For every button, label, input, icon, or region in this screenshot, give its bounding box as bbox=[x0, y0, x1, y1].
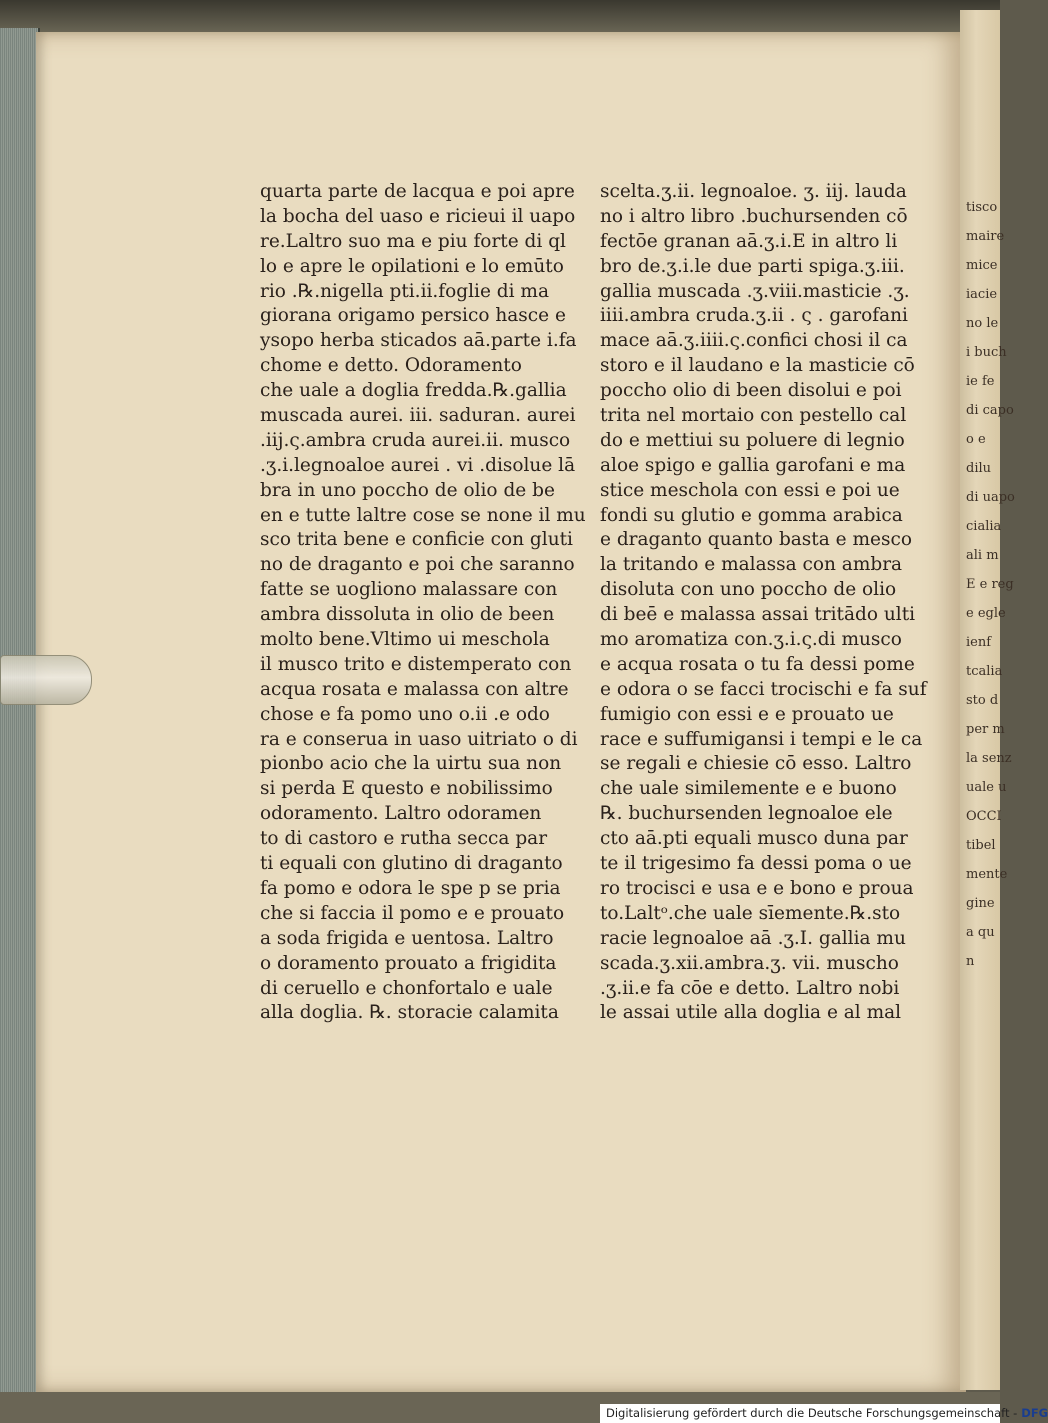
next-page-fragment: mice bbox=[966, 258, 998, 273]
next-page-fragment: a qu bbox=[966, 925, 995, 940]
next-page-fragment: di uapo bbox=[966, 490, 1015, 505]
footer-credit bbox=[600, 1404, 1048, 1423]
next-page-fragment: E e reg bbox=[966, 577, 1014, 592]
next-page-fragment: ie fe bbox=[966, 374, 995, 389]
book-page-edges bbox=[0, 28, 40, 1403]
text-line: mace aā.ʒ.iiii.ς.confici chosi il ca bbox=[600, 330, 908, 352]
text-line: fatte se uogliono malassare con bbox=[260, 579, 558, 601]
text-line: race e suffumigansi i tempi e le ca bbox=[600, 728, 923, 750]
text-line: racie legnoaloe aā .ʒ.I. gallia mu bbox=[600, 927, 906, 949]
text-line: .ʒ.i.legnoaloe aurei . vi .disolue lā bbox=[260, 454, 576, 476]
text-line: disoluta con uno poccho de olio bbox=[600, 579, 897, 601]
text-line: rio .℞.nigella pti.ii.foglie di ma bbox=[260, 280, 549, 302]
text-line: ti equali con glutino di draganto bbox=[260, 853, 563, 875]
next-page-fragment: uale u bbox=[966, 780, 1007, 795]
next-page-edge bbox=[960, 10, 1015, 1390]
text-line: re.Laltro suo ma e piu forte di ql bbox=[260, 230, 566, 252]
text-line: chose e fa pomo uno o.ii .e odo bbox=[260, 703, 550, 725]
next-page-fragment: ali m bbox=[966, 548, 999, 563]
text-line: .ʒ.ii.e fa cōe e detto. Laltro nobi bbox=[600, 977, 900, 999]
text-line: il musco trito e distemperato con bbox=[260, 653, 572, 675]
text-line: la bocha del uaso e ricieui il uapo bbox=[260, 205, 576, 227]
next-page-fragment: sto d bbox=[966, 693, 999, 708]
page-clip bbox=[0, 655, 92, 705]
next-page-fragment: maire bbox=[966, 229, 1005, 244]
text-line: di ceruello e chonfortalo e uale bbox=[260, 977, 553, 999]
text-line: scada.ʒ.xii.ambra.ʒ. vii. muscho bbox=[600, 952, 899, 974]
text-line: che uale a doglia fredda.℞.gallia bbox=[260, 380, 567, 402]
text-line: gallia muscada .ʒ.viii.masticie .ʒ. bbox=[600, 280, 910, 302]
next-page-fragment: di capo bbox=[966, 403, 1014, 418]
text-line: ambra dissoluta in olio de been bbox=[260, 604, 555, 626]
text-line: muscada aurei. iii. saduran. aurei bbox=[260, 405, 576, 427]
text-line: mo aromatiza con.ʒ.i.ς.di musco bbox=[600, 629, 902, 651]
text-line: giorana origamo persico hasce e bbox=[260, 305, 566, 327]
next-page-fragment: o e bbox=[966, 432, 986, 447]
top-shadow bbox=[0, 0, 1000, 34]
text-line: alla doglia. ℞. storacie calamita bbox=[260, 1002, 559, 1024]
text-line: che uale similemente e e buono bbox=[600, 778, 897, 800]
next-page-fragment: tibel bbox=[966, 838, 996, 853]
text-line: iiii.ambra cruda.ʒ.ii . ς . garofani bbox=[600, 305, 908, 327]
next-page-fragment: gine bbox=[966, 896, 995, 911]
text-line: pionbo acio che la uirtu sua non bbox=[260, 753, 562, 775]
next-page-fragment: la senz bbox=[966, 751, 1012, 766]
text-line: e acqua rosata o tu fa dessi pome bbox=[600, 653, 915, 675]
text-line: stice meschola con essi e poi ue bbox=[600, 479, 900, 501]
next-page-fragment: cialia bbox=[966, 519, 1002, 534]
dfg-logo: DFG bbox=[1021, 1406, 1048, 1420]
text-line: si perda E questo e nobilissimo bbox=[260, 778, 553, 800]
next-page-fragment: per m bbox=[966, 722, 1005, 737]
text-line: do e mettiui su poluere di legnio bbox=[600, 429, 905, 451]
text-line: o doramento prouato a frigidita bbox=[260, 952, 557, 974]
next-page-fragment: tcalia bbox=[966, 664, 1003, 679]
text-line: fa pomo e odora le spe p se pria bbox=[260, 877, 561, 899]
text-line: sco trita bene e conficie con gluti bbox=[260, 529, 573, 551]
text-line: scelta.ʒ.ii. legnoaloe. ʒ. iij. lauda bbox=[600, 181, 907, 202]
text-line: di beē e malassa assai tritādo ulti bbox=[600, 604, 916, 626]
text-line: poccho olio di been disolui e poi bbox=[600, 380, 902, 402]
text-line: bra in uno poccho de olio de be bbox=[260, 479, 555, 501]
right-text-column bbox=[600, 180, 927, 1026]
text-line: cto aā.pti equali musco duna par bbox=[600, 828, 908, 850]
text-line: molto bene.Vltimo ui meschola bbox=[260, 629, 550, 651]
text-line: ro trocisci e usa e e bono e proua bbox=[600, 877, 914, 899]
text-line: fumigio con essi e e prouato ue bbox=[600, 703, 894, 725]
text-line: a soda frigida e uentosa. Laltro bbox=[260, 927, 554, 949]
next-page-fragment: ienf bbox=[966, 635, 992, 650]
text-line: fondi su glutio e gomma arabica bbox=[600, 504, 903, 526]
left-text-column bbox=[260, 180, 586, 1026]
text-line: no de draganto e poi che saranno bbox=[260, 554, 575, 576]
next-page-fragment: OCCI bbox=[966, 809, 1002, 824]
text-line: se regali e chiesie cō esso. Laltro bbox=[600, 753, 912, 775]
text-line: lo e apre le opilationi e lo emūto bbox=[260, 255, 564, 277]
text-line: en e tutte laltre cose se none il mu bbox=[260, 504, 586, 526]
text-line: to di castoro e rutha secca par bbox=[260, 828, 548, 850]
next-page-fragment: dilu bbox=[966, 461, 992, 476]
text-line: quarta parte de lacqua e poi apre bbox=[260, 181, 575, 202]
text-line: storo e il laudano e la masticie cō bbox=[600, 355, 915, 377]
text-line: .iij.ς.ambra cruda aurei.ii. musco bbox=[260, 429, 571, 451]
text-line: e odora o se facci trocischi e fa suf bbox=[600, 678, 927, 700]
text-line: ℞. buchursenden legnoaloe ele bbox=[600, 803, 893, 825]
text-line: la tritando e malassa con ambra bbox=[600, 554, 903, 576]
text-line: aloe spigo e gallia garofani e ma bbox=[600, 454, 906, 476]
text-line: to.Laltᵒ.che uale sīemente.℞.sto bbox=[600, 902, 901, 924]
next-page-fragment: mente bbox=[966, 867, 1008, 882]
text-line: bro de.ʒ.i.le due parti spiga.ʒ.iii. bbox=[600, 255, 905, 277]
next-page-fragment: e egle bbox=[966, 606, 1006, 621]
text-line: ra e conserua in uaso uitriato o di bbox=[260, 728, 578, 750]
bottom-band-left bbox=[0, 1404, 600, 1423]
next-page-fragment: n bbox=[966, 954, 975, 969]
next-page-fragment: tisco bbox=[966, 200, 998, 215]
text-line: no i altro libro .buchursenden cō bbox=[600, 205, 908, 227]
next-page-fragment: no le bbox=[966, 316, 999, 331]
text-line: le assai utile alla doglia e al mal bbox=[600, 1002, 902, 1024]
text-line: che si faccia il pomo e e prouato bbox=[260, 902, 565, 924]
text-line: te il trigesimo fa dessi poma o ue bbox=[600, 853, 912, 875]
next-page-fragment: iacie bbox=[966, 287, 998, 302]
text-line: ysopo herba sticados aā.parte i.fa bbox=[260, 330, 577, 352]
text-line: chome e detto. Odoramento bbox=[260, 355, 522, 377]
text-line: trita nel mortaio con pestello cal bbox=[600, 405, 907, 427]
text-line: acqua rosata e malassa con altre bbox=[260, 678, 569, 700]
text-line: e draganto quanto basta e mesco bbox=[600, 529, 912, 551]
bottom-band bbox=[0, 1392, 1000, 1404]
footer-text: Digitalisierung gefördert durch die Deutsche Forschungsgemeinschaft - bbox=[606, 1406, 1018, 1420]
text-line: odoramento. Laltro odoramen bbox=[260, 803, 542, 825]
text-line: fectōe granan aā.ʒ.i.E in altro li bbox=[600, 230, 898, 252]
next-page-fragment: i buch bbox=[966, 345, 1007, 360]
